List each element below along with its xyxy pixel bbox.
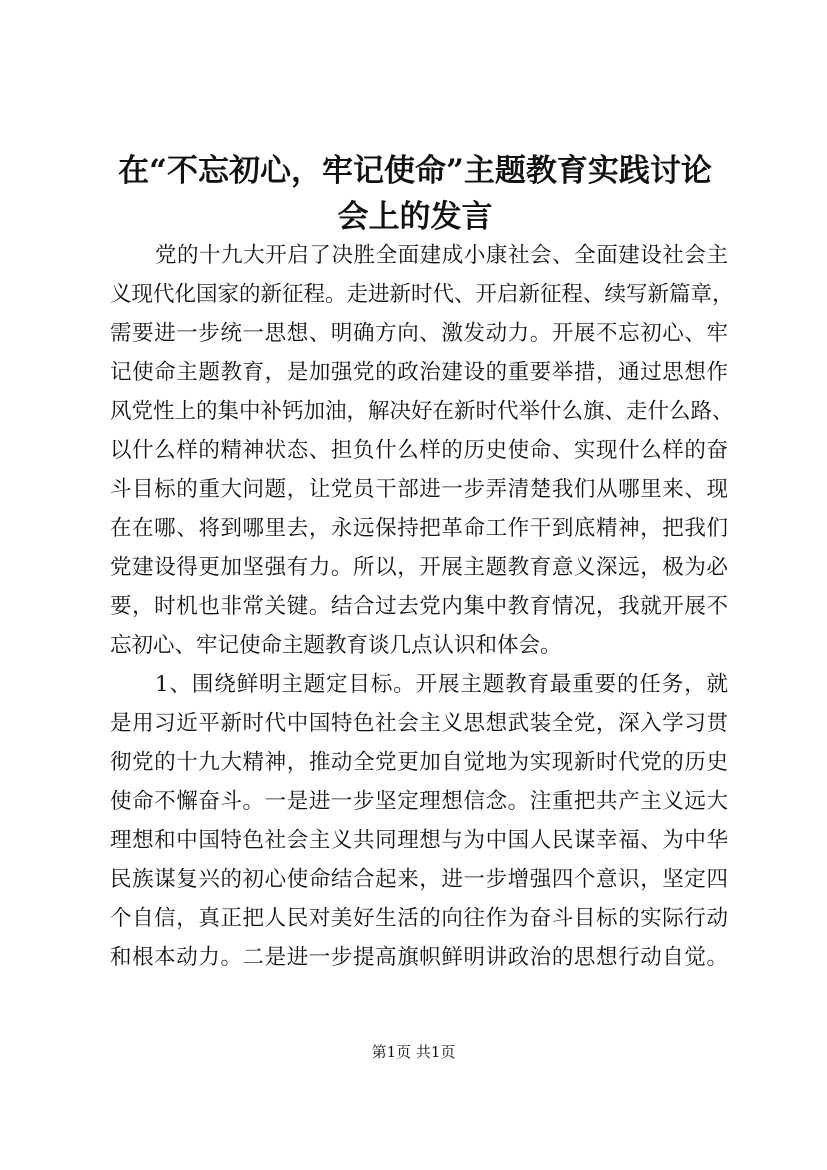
paragraph-line: 和根本动力。二是进一步提高旗帜鲜明讲政治的思想行动自觉。	[110, 945, 728, 970]
page-footer: 第1页 共1页	[371, 1043, 456, 1061]
paragraph-line: 要，时机也非常关键。结合过去党内集中教育情况，我就开展不	[110, 594, 728, 619]
paragraph-line: 1、围绕鲜明主题定目标。开展主题教育最重要的任务，就	[155, 672, 728, 697]
document-body	[110, 236, 734, 977]
document-title	[105, 148, 725, 240]
paragraph-1	[110, 236, 734, 665]
paragraph-line: 义现代化国家的新征程。走进新时代、开启新征程、续写新篇章，	[110, 282, 734, 307]
paragraph-line: 以什么样的精神状态、担负什么样的历史使命、实现什么样的奋	[110, 438, 728, 463]
paragraph-line: 民族谋复兴的初心使命结合起来，进一步增强四个意识，坚定四	[110, 867, 728, 892]
paragraph-line: 党建设得更加坚强有力。所以，开展主题教育意义深远，极为必	[110, 555, 728, 580]
title-line: 在“不忘初心，牢记使命”主题教育实践讨论	[118, 153, 712, 189]
paragraph-line: 风党性上的集中补钙加油，解决好在新时代举什么旗、走什么路、	[110, 399, 734, 424]
paragraph-line: 记使命主题教育，是加强党的政治建设的重要举措，通过思想作	[110, 360, 728, 385]
paragraph-line: 忘初心、牢记使命主题教育谈几点认识和体会。	[110, 633, 562, 658]
paragraph-line: 是用习近平新时代中国特色社会主义思想武装全党，深入学习贯	[110, 711, 728, 736]
paragraph-line: 个自信，真正把人民对美好生活的向往作为奋斗目标的实际行动	[110, 906, 728, 931]
paragraph-line: 使命不懈奋斗。一是进一步坚定理想信念。注重把共产主义远大	[110, 789, 728, 814]
paragraph-line: 党的十九大开启了决胜全面建成小康社会、全面建设社会主	[155, 243, 728, 268]
paragraph-line: 斗目标的重大问题，让党员干部进一步弄清楚我们从哪里来、现	[110, 477, 728, 502]
paragraph-line: 需要进一步统一思想、明确方向、激发动力。开展不忘初心、牢	[110, 321, 728, 346]
paragraph-line: 理想和中国特色社会主义共同理想与为中国人民谋幸福、为中华	[110, 828, 728, 853]
paragraph-line: 彻党的十九大精神，推动全党更加自觉地为实现新时代党的历史	[110, 750, 728, 775]
title-line: 会上的发言	[337, 199, 493, 235]
paragraph-2	[110, 665, 728, 977]
paragraph-line: 在在哪、将到哪里去，永远保持把革命工作干到底精神，把我们	[110, 516, 728, 541]
